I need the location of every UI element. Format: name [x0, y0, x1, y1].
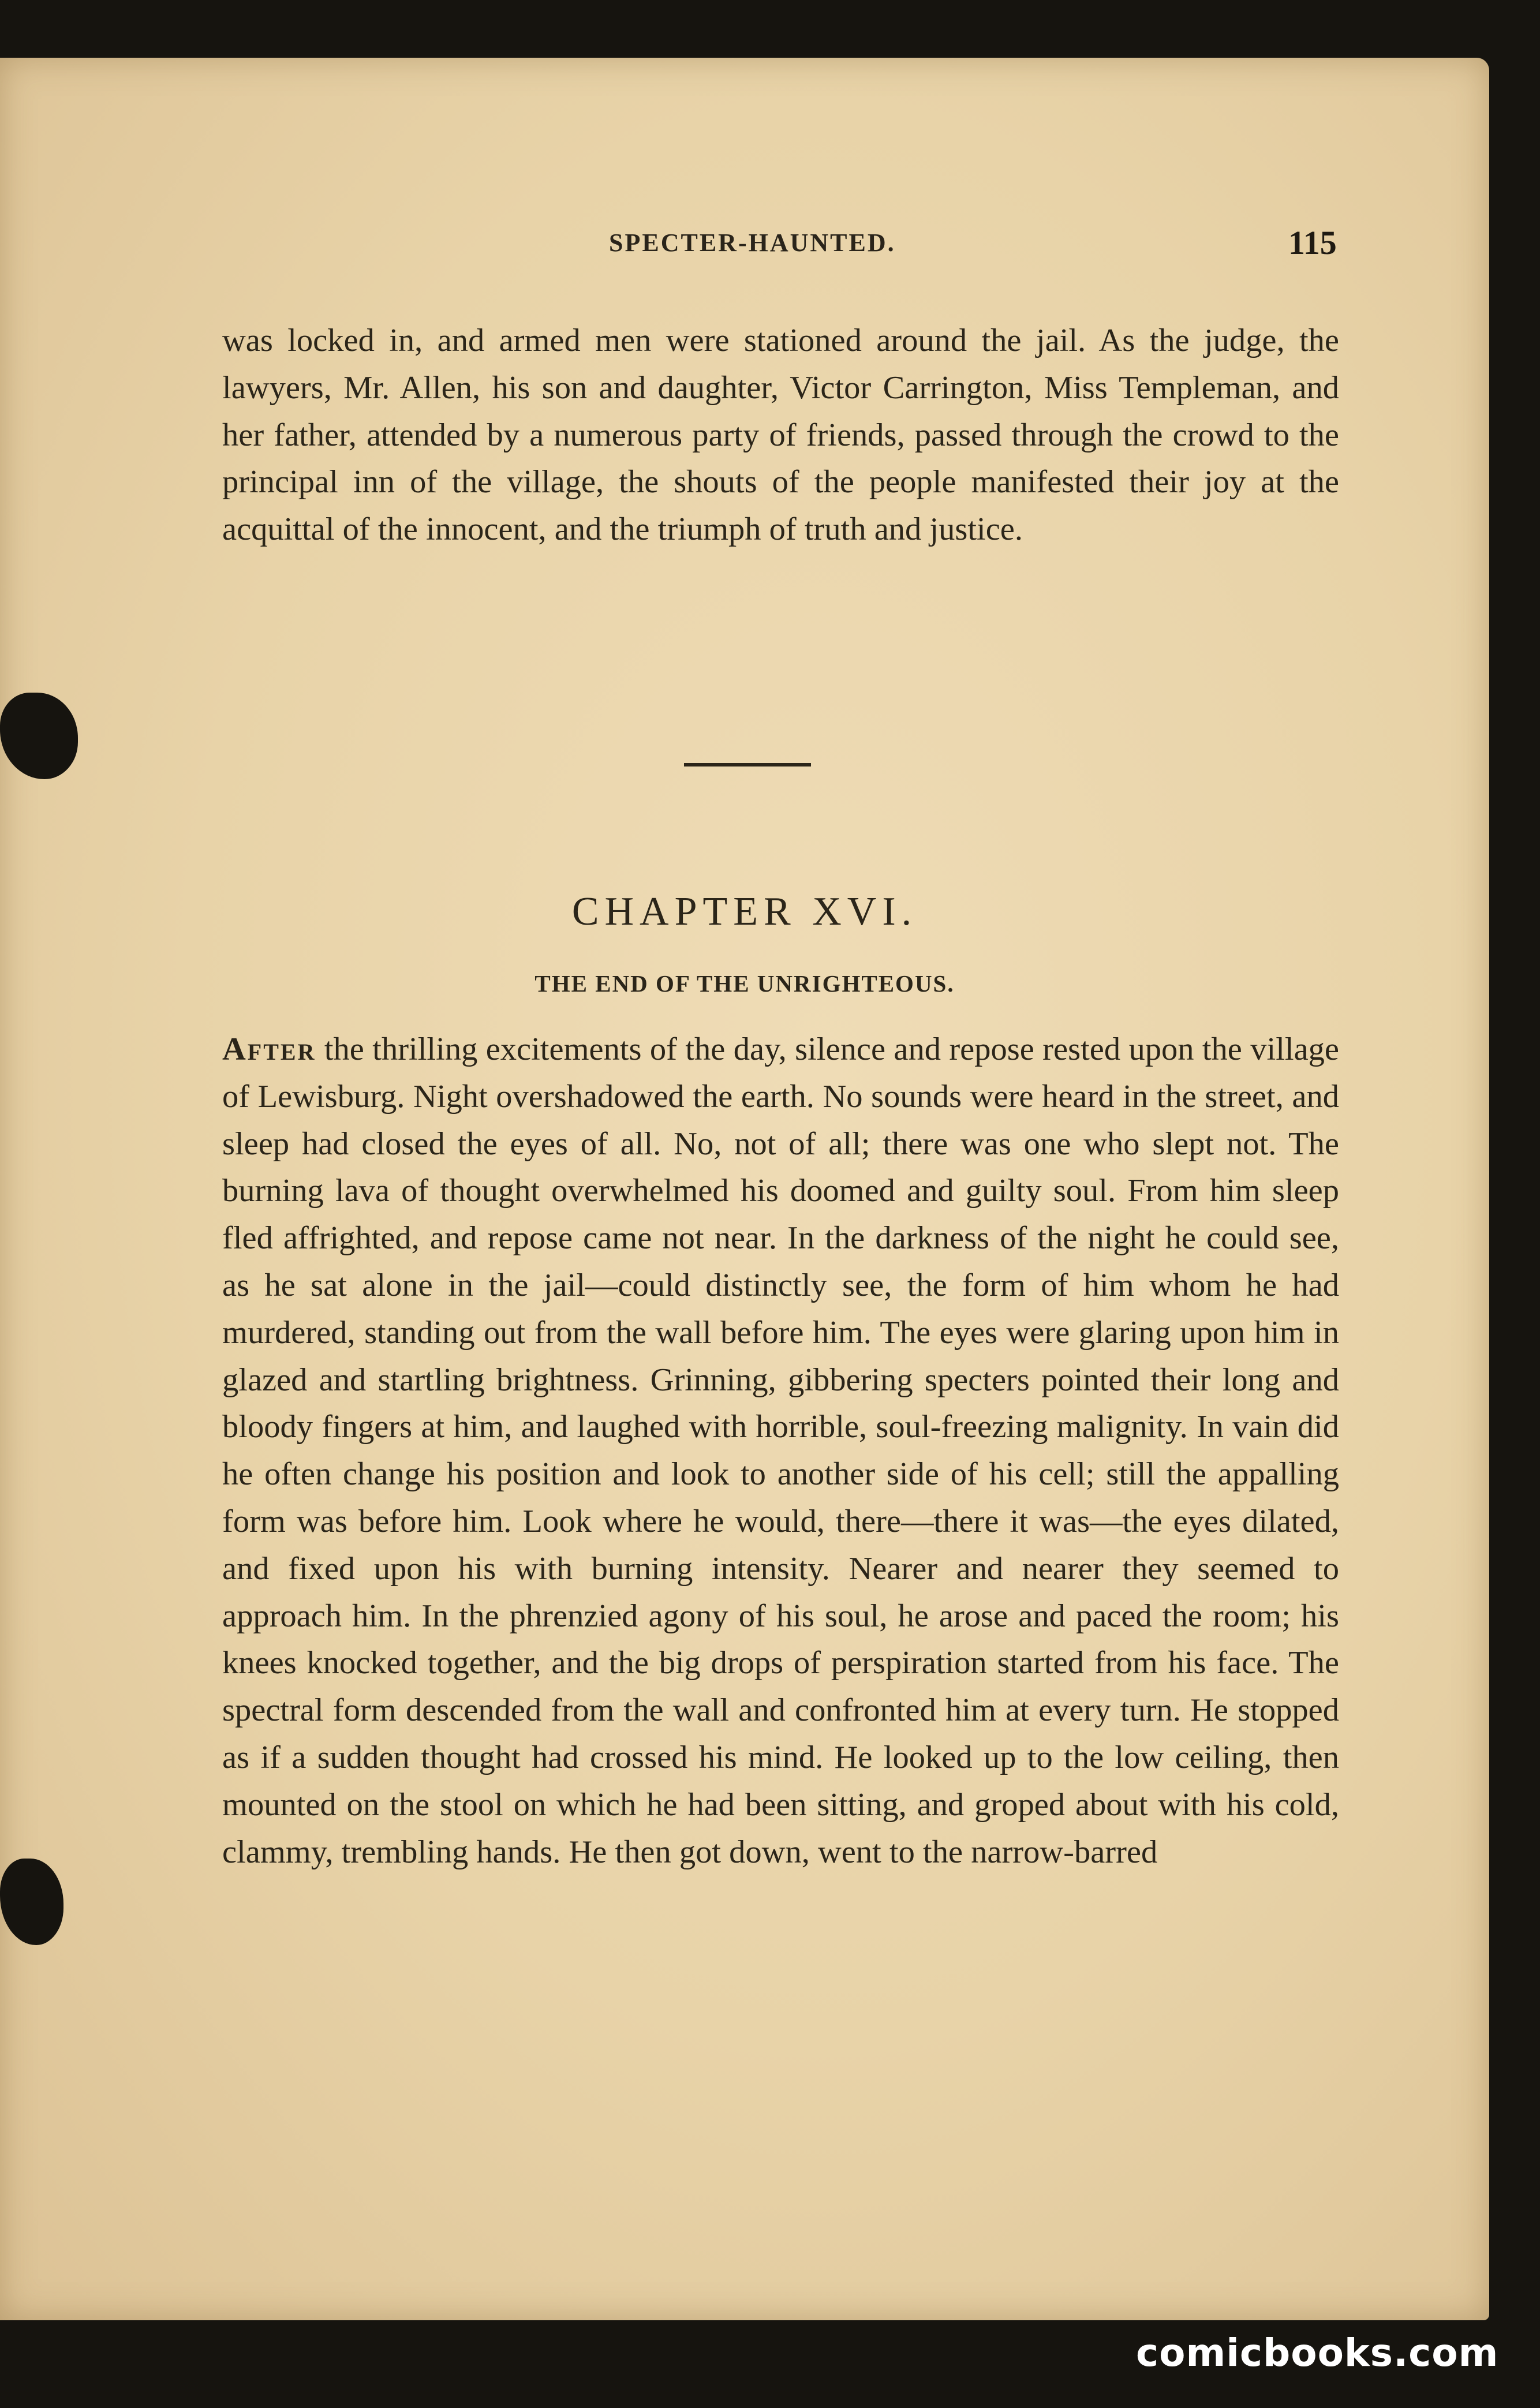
page-number: 115 — [1288, 224, 1337, 261]
book-page — [0, 58, 1489, 2320]
running-head: SPECTER-HAUNTED. — [609, 229, 896, 257]
page-damage-hole — [0, 1859, 63, 1945]
paragraph-text — [222, 1026, 1339, 1876]
section-divider — [684, 763, 811, 766]
watermark: comicbooks.com — [1136, 2331, 1499, 2375]
chapter-subtitle: THE END OF THE UNRIGHTEOUS. — [534, 970, 955, 997]
page-header — [0, 224, 1489, 268]
page-damage-hole — [0, 693, 78, 779]
paragraph-lead-word: After — [222, 1031, 316, 1067]
chapter-title: CHAPTER XVI. — [571, 889, 918, 934]
paragraph-text: was locked in, and armed men were stationed around the jail. As the judge, the lawyers, Mr. Allen, his son and daughter, Victor Carrington, Miss Templeman, and her father, attended by a numerous party of friends, passed through the crowd to the principal inn of the village, the shouts of the people manifested their joy at the acquittal of the innocent, and the triumph of truth and justice. — [222, 323, 1339, 548]
paragraph-body: the thrilling excitements of the day, silence and repose rested upon the village of Lewisburg. Night overshadowed the earth. No sounds were heard in the street, and sleep had closed the eyes of all. No, not of all; there was one who slept not. The burning lava of thought overwhelmed his doomed and guilty soul. From him sleep fled affrighted, and repose came not near. In the darkness of the night he could see, as he sat alone in the jail—could distinctly see, the form of him whom he had murdered, standing out from the wall before him. The eyes were glaring upon him in glazed and startling brightness. Grinning, gibbering specters pointed their long and bloody fingers at him, and laughed with horrible, soul-freezing malignity. In vain did he often change his position and look to another side of his cell; still the appalling form was before him. Look where he would, there—there it was—the eyes dilated, and fixed upon his with burning intensity. Nearer and nearer they seemed to approach him. In the phrenzied agony of his soul, he arose and paced the room; his knees knocked together, and the big drops of perspiration started from his face. The spectral form descended from the wall and confronted him at every turn. He stopped as if a sudden thought had crossed his mind. He looked up to the low ceiling, then mounted on the stool on which he had been sitting, and groped about with his cold, clammy, trembling hands. He then got down, went to the narrow-barred — [222, 1031, 1339, 1870]
